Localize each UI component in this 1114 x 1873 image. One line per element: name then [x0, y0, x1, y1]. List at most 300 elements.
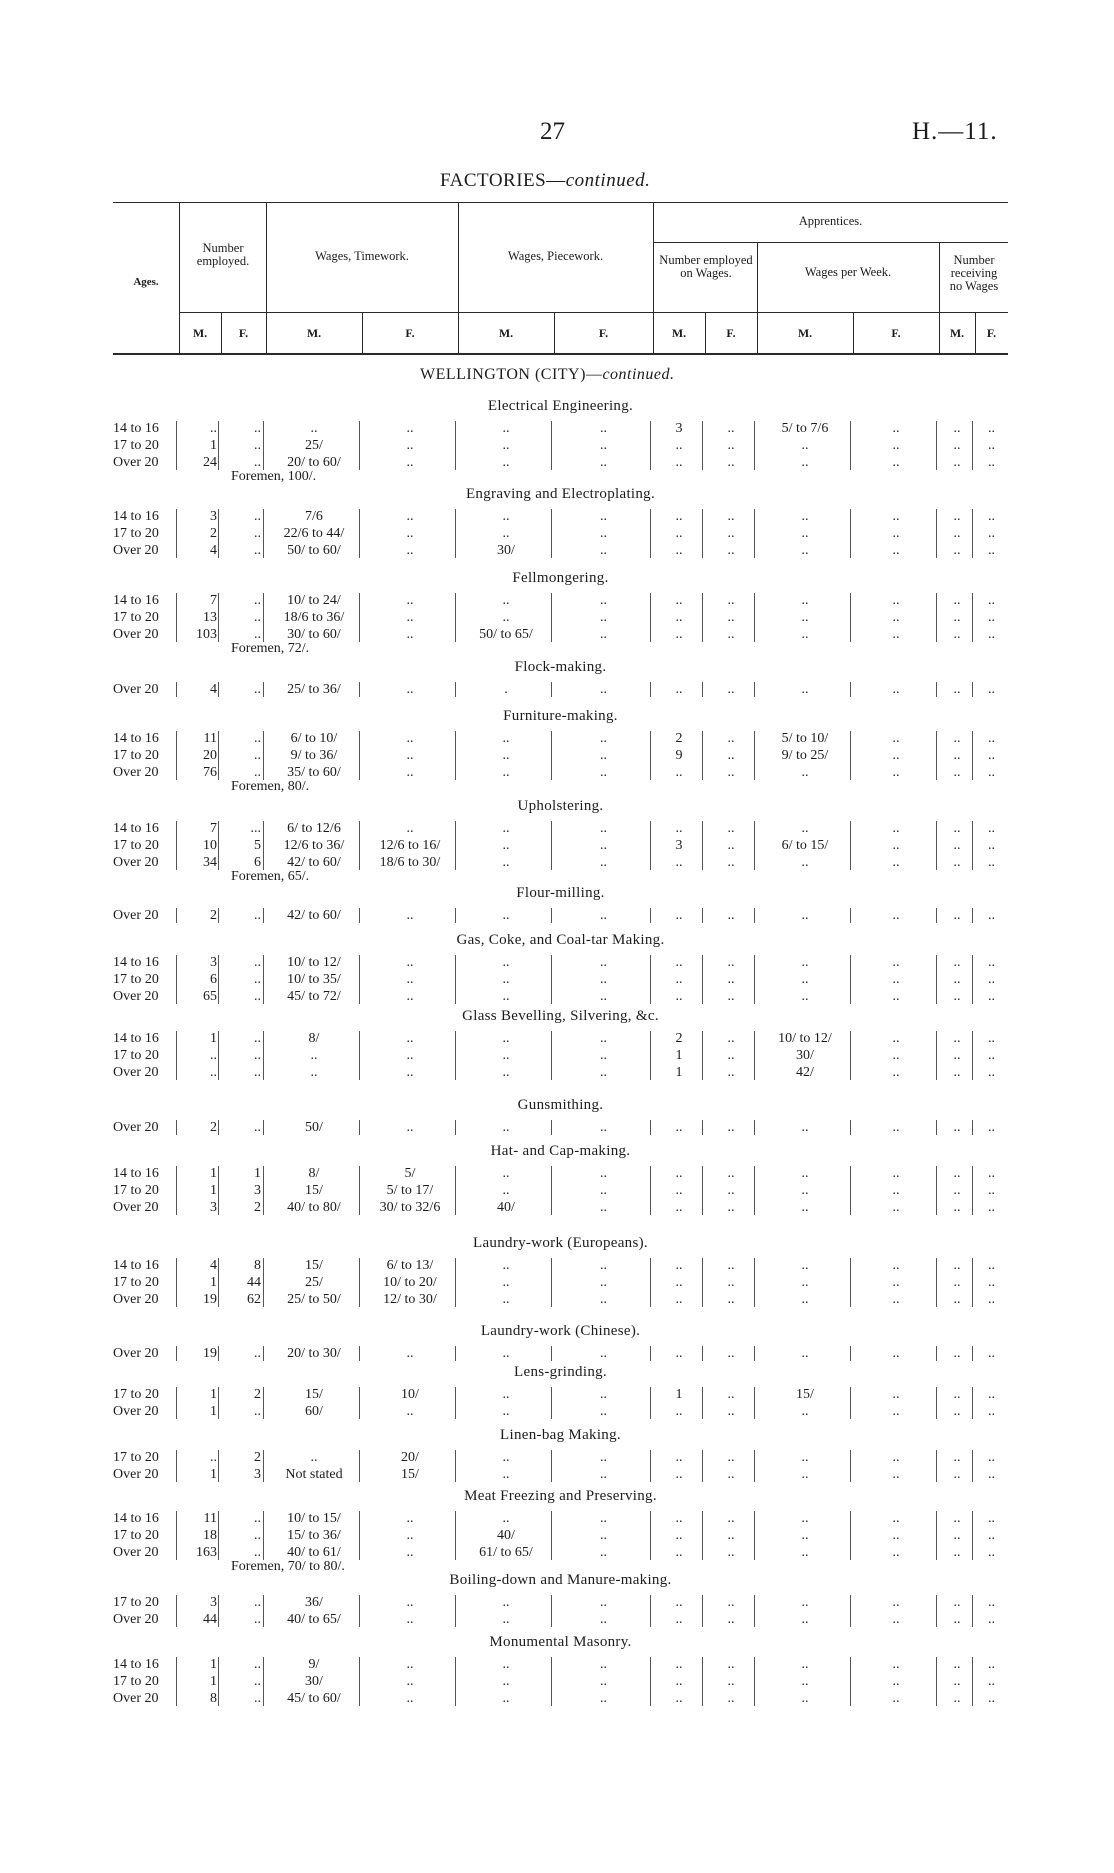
cell-app-f-employed: .. [727, 765, 735, 780]
cell-app-m-employed: 3 [675, 421, 683, 436]
cell-app-f-employed: .. [727, 1528, 735, 1543]
cell-f-employed: .. [254, 421, 261, 436]
cell-f-timework: .. [406, 1691, 414, 1706]
cell-m-piecework: .. [502, 1467, 510, 1482]
cell-app-f-wages: .. [892, 1467, 900, 1482]
cell-app-m-wages: 30/ [796, 1048, 814, 1063]
cell-app-f-wages: .. [892, 972, 900, 987]
cell-m-timework: 18/6 to 36/ [283, 610, 345, 625]
cell-app-m-wages: .. [801, 1258, 809, 1273]
cell-app-f-no-wages: .. [988, 627, 995, 642]
cell-app-m-wages: .. [801, 1511, 809, 1526]
table-row [113, 1449, 1008, 1466]
cell-f-piecework: .. [600, 1292, 607, 1307]
cell-m-timework: 6/ to 10/ [290, 731, 338, 746]
cell-app-f-employed: .. [727, 509, 735, 524]
cell-m-piecework: .. [502, 1450, 510, 1465]
cell-m-employed: 1 [210, 1404, 217, 1419]
cell-f-piecework: .. [600, 1387, 607, 1402]
cell-f-timework: .. [406, 593, 414, 608]
cell-age: Over 20 [113, 1120, 159, 1135]
cell-f-piecework: .. [600, 1048, 607, 1063]
cell-m-timework: 12/6 to 36/ [283, 838, 345, 853]
cell-m-piecework: .. [502, 1120, 510, 1135]
cell-m-timework: 10/ to 12/ [287, 955, 341, 970]
cell-m-piecework: 40/ [497, 1528, 515, 1543]
cell-app-f-no-wages: .. [988, 1346, 995, 1361]
cell-app-f-wages: .. [892, 682, 900, 697]
cell-app-f-employed: .. [727, 1065, 735, 1080]
cell-app-m-wages: .. [801, 1595, 809, 1610]
cell-f-employed: .. [254, 627, 261, 642]
cell-f-timework: .. [406, 731, 414, 746]
cell-f-timework: .. [406, 1031, 414, 1046]
cell-app-f-no-wages: .. [988, 748, 995, 763]
cell-app-m-employed: .. [675, 682, 683, 697]
cell-app-m-wages: .. [801, 972, 809, 987]
cell-m-employed: 2 [210, 1120, 217, 1135]
cell-m-employed: 4 [210, 682, 217, 697]
cell-m-timework: .. [310, 1450, 318, 1465]
cell-age: 14 to 16 [113, 1031, 159, 1046]
cell-app-f-employed: .. [727, 1292, 735, 1307]
cell-f-employed: .. [254, 1612, 261, 1627]
cell-app-m-wages: .. [801, 1657, 809, 1672]
cell-app-f-no-wages: .. [988, 593, 995, 608]
cell-f-employed: .. [254, 526, 261, 541]
cell-app-m-employed: 9 [675, 748, 683, 763]
cell-app-f-employed: .. [727, 1691, 735, 1706]
cell-m-employed: 1 [210, 438, 217, 453]
cell-app-f-wages: .. [892, 955, 900, 970]
cell-app-m-wages: 9/ to 25/ [781, 748, 829, 763]
cell-f-timework: .. [406, 1511, 414, 1526]
table-row [113, 971, 1008, 988]
cell-app-f-no-wages: .. [988, 543, 995, 558]
cell-f-timework: .. [406, 1120, 414, 1135]
cell-f-piecework: .. [600, 438, 607, 453]
cell-m-timework: 40/ to 80/ [287, 1200, 341, 1215]
cell-m-employed: 4 [210, 1258, 217, 1273]
cell-app-m-wages: .. [801, 682, 809, 697]
title-main: FACTORIES— [440, 170, 566, 191]
cell-m-employed: 20 [203, 748, 217, 763]
cell-app-m-no-wages: .. [953, 972, 961, 987]
cell-m-employed: 4 [210, 543, 217, 558]
cell-app-f-employed: .. [727, 627, 735, 642]
cell-m-timework: 10/ to 24/ [287, 593, 341, 608]
table-row [113, 1257, 1008, 1274]
table-row [113, 508, 1008, 525]
cell-m-piecework: .. [502, 1292, 510, 1307]
cell-app-f-no-wages: .. [988, 682, 995, 697]
cell-f-employed: 6 [254, 855, 261, 870]
cell-m-employed: 3 [210, 509, 217, 524]
cell-app-m-wages: .. [801, 1545, 809, 1560]
cell-m-timework: 45/ to 72/ [287, 989, 341, 1004]
section-note: Foremen, 72/. [231, 641, 310, 656]
cell-app-m-wages: .. [801, 855, 809, 870]
cell-app-m-wages: .. [801, 989, 809, 1004]
cell-app-m-wages: .. [801, 1346, 809, 1361]
cell-f-employed: .. [254, 1346, 261, 1361]
header-f: F. [986, 326, 997, 340]
cell-app-m-wages: .. [801, 1691, 809, 1706]
header-f: F. [598, 326, 609, 340]
table-row [113, 907, 1008, 924]
cell-f-piecework: .. [600, 1595, 607, 1610]
cell-app-m-employed: 1 [675, 1048, 683, 1063]
cell-f-timework: .. [406, 1657, 414, 1672]
cell-f-timework: .. [406, 509, 414, 524]
cell-app-f-no-wages: .. [988, 1387, 995, 1402]
cell-app-f-employed: .. [727, 1612, 735, 1627]
cell-app-m-no-wages: .. [953, 1528, 961, 1543]
cell-app-m-employed: 1 [675, 1387, 683, 1402]
cell-app-f-employed: .. [727, 421, 735, 436]
cell-m-piecework: .. [502, 421, 510, 436]
cell-m-employed: 163 [196, 1545, 217, 1560]
cell-app-m-no-wages: .. [953, 1200, 961, 1215]
cell-app-m-no-wages: .. [953, 421, 961, 436]
cell-age: 17 to 20 [113, 438, 159, 453]
cell-f-employed: .. [254, 682, 261, 697]
region-name: WELLINGTON (CITY)— [420, 366, 603, 383]
cell-app-f-wages: .. [892, 989, 900, 1004]
cell-m-employed: 11 [203, 731, 217, 746]
cell-f-employed: .. [254, 610, 261, 625]
cell-app-m-no-wages: .. [953, 765, 961, 780]
cell-app-m-no-wages: .. [953, 1674, 961, 1689]
cell-age: Over 20 [113, 1200, 159, 1215]
cell-age: 17 to 20 [113, 1528, 159, 1543]
cell-app-f-no-wages: .. [988, 1511, 995, 1526]
table-row [113, 1594, 1008, 1611]
table-row [113, 954, 1008, 971]
cell-app-f-employed: .. [727, 543, 735, 558]
cell-m-piecework: .. [502, 731, 510, 746]
table-row [113, 837, 1008, 854]
cell-app-f-wages: .. [892, 627, 900, 642]
cell-m-employed: 65 [203, 989, 217, 1004]
cell-age: 14 to 16 [113, 821, 159, 836]
cell-f-employed: .. [254, 509, 261, 524]
cell-age: 17 to 20 [113, 526, 159, 541]
header-apprentices: Apprentices. [798, 214, 863, 228]
section-title: Fellmongering. [512, 570, 609, 586]
cell-f-employed: .. [254, 1120, 261, 1135]
table-row [113, 988, 1008, 1005]
cell-m-timework: Not stated [285, 1467, 343, 1482]
cell-app-f-employed: .. [727, 1346, 735, 1361]
cell-m-piecework: .. [502, 908, 510, 923]
cell-app-f-wages: .. [892, 421, 900, 436]
cell-m-timework: 7/6 [305, 509, 323, 524]
cell-m-timework: 8/ [308, 1031, 320, 1046]
header-m: M. [797, 326, 813, 340]
cell-f-employed: 62 [247, 1292, 261, 1307]
table-row [113, 730, 1008, 747]
cell-app-m-employed: .. [675, 1595, 683, 1610]
cell-app-f-wages: .. [892, 593, 900, 608]
cell-m-piecework: .. [502, 838, 510, 853]
cell-m-employed: 1 [210, 1031, 217, 1046]
cell-app-m-no-wages: .. [953, 989, 961, 1004]
section-title: Upholstering. [517, 798, 604, 814]
cell-m-piecework: .. [502, 748, 510, 763]
cell-m-timework: 25/ [305, 1275, 323, 1290]
cell-app-f-employed: .. [727, 1166, 735, 1181]
cell-m-piecework: .. [502, 610, 510, 625]
cell-app-m-no-wages: .. [953, 1387, 961, 1402]
cell-app-f-no-wages: .. [988, 455, 995, 470]
cell-m-piecework: 50/ to 65/ [479, 627, 533, 642]
cell-f-timework: .. [406, 610, 414, 625]
table-row [113, 1199, 1008, 1216]
section-note: Foremen, 80/. [231, 779, 310, 794]
cell-f-employed: .. [254, 1511, 261, 1526]
cell-age: 17 to 20 [113, 838, 159, 853]
cell-m-piecework: .. [502, 1404, 510, 1419]
cell-f-employed: .. [254, 543, 261, 558]
table-row [113, 1047, 1008, 1064]
cell-m-employed: 1 [210, 1657, 217, 1672]
cell-f-piecework: .. [600, 1612, 607, 1627]
cell-app-f-wages: .. [892, 748, 900, 763]
cell-f-piecework: .. [600, 821, 607, 836]
cell-f-employed: .. [254, 989, 261, 1004]
cell-f-timework: 10/ to 20/ [383, 1275, 437, 1290]
cell-app-f-wages: .. [892, 1545, 900, 1560]
cell-f-piecework: .. [600, 1450, 607, 1465]
cell-app-f-employed: .. [727, 1511, 735, 1526]
section-title: Linen-bag Making. [500, 1427, 621, 1443]
cell-app-m-no-wages: .. [953, 438, 961, 453]
cell-f-employed: .. [254, 731, 261, 746]
cell-app-m-employed: .. [675, 989, 683, 1004]
cell-m-timework: 8/ [308, 1166, 320, 1181]
cell-app-f-no-wages: .. [988, 731, 995, 746]
cell-app-f-employed: .. [727, 855, 735, 870]
cell-app-f-wages: .. [892, 509, 900, 524]
table-row [113, 1291, 1008, 1308]
cell-app-m-employed: 2 [675, 1031, 683, 1046]
cell-app-f-wages: .. [892, 610, 900, 625]
cell-m-timework: 60/ [305, 1404, 323, 1419]
cell-app-m-wages: .. [801, 955, 809, 970]
cell-app-f-wages: .. [892, 526, 900, 541]
cell-app-f-employed: .. [727, 455, 735, 470]
cell-app-m-no-wages: .. [953, 1404, 961, 1419]
cell-app-f-no-wages: .. [988, 765, 995, 780]
cell-app-f-no-wages: .. [988, 1065, 995, 1080]
cell-f-employed: 3 [254, 1183, 261, 1198]
cell-f-employed: ... [250, 821, 261, 836]
cell-f-piecework: .. [600, 593, 607, 608]
cell-app-m-employed: .. [675, 955, 683, 970]
cell-app-m-no-wages: .. [953, 955, 961, 970]
table-row [113, 1064, 1008, 1081]
cell-f-employed: .. [254, 1065, 261, 1080]
cell-f-timework: .. [406, 543, 414, 558]
header-m: M. [671, 326, 687, 340]
cell-app-f-no-wages: .. [988, 1258, 995, 1273]
cell-f-employed: .. [254, 1674, 261, 1689]
cell-m-timework: 15/ [305, 1183, 323, 1198]
cell-app-f-wages: .. [892, 1031, 900, 1046]
cell-f-timework: .. [406, 908, 414, 923]
cell-f-piecework: .. [600, 526, 607, 541]
cell-app-f-wages: .. [892, 855, 900, 870]
table-row [113, 420, 1008, 437]
cell-app-f-wages: .. [892, 1275, 900, 1290]
cell-f-piecework: .. [600, 543, 607, 558]
cell-f-timework: .. [406, 1346, 414, 1361]
cell-age: 17 to 20 [113, 610, 159, 625]
cell-f-employed: .. [254, 1048, 261, 1063]
cell-app-f-employed: .. [727, 748, 735, 763]
cell-app-m-employed: .. [675, 1258, 683, 1273]
table-row [113, 592, 1008, 609]
cell-app-m-no-wages: .. [953, 1657, 961, 1672]
cell-app-m-wages: .. [801, 1292, 809, 1307]
cell-app-m-no-wages: .. [953, 908, 961, 923]
cell-f-piecework: .. [600, 748, 607, 763]
header-m: M. [306, 326, 322, 340]
cell-app-f-employed: .. [727, 955, 735, 970]
cell-app-f-no-wages: .. [988, 1292, 995, 1307]
cell-m-piecework: .. [502, 593, 510, 608]
cell-app-f-employed: .. [727, 1275, 735, 1290]
cell-app-f-no-wages: .. [988, 1120, 995, 1135]
cell-app-f-no-wages: .. [988, 1691, 995, 1706]
cell-m-employed: 19 [203, 1292, 217, 1307]
section-title: Monumental Masonry. [489, 1634, 632, 1650]
cell-app-m-employed: .. [675, 438, 683, 453]
cell-m-timework: 20/ to 30/ [287, 1346, 341, 1361]
cell-f-piecework: .. [600, 1528, 607, 1543]
cell-app-f-wages: .. [892, 908, 900, 923]
cell-f-piecework: .. [600, 989, 607, 1004]
cell-m-employed: .. [210, 1065, 217, 1080]
section-title: Meat Freezing and Preserving. [464, 1488, 657, 1504]
cell-app-m-employed: .. [675, 972, 683, 987]
cell-m-piecework: 40/ [497, 1200, 515, 1215]
cell-f-employed: .. [254, 1528, 261, 1543]
cell-f-employed: 8 [254, 1258, 261, 1273]
cell-m-piecework: .. [502, 955, 510, 970]
section-title: Flock-making. [514, 659, 607, 675]
cell-m-piecework: .. [502, 989, 510, 1004]
cell-m-employed: .. [210, 421, 217, 436]
cell-app-m-no-wages: .. [953, 610, 961, 625]
cell-app-m-no-wages: .. [953, 1166, 961, 1181]
header-number-employed: Number employed. [196, 241, 250, 268]
cell-m-timework: 10/ to 35/ [287, 972, 341, 987]
table-row [113, 1466, 1008, 1483]
cell-m-timework: .. [310, 1065, 318, 1080]
cell-m-timework: 9/ to 36/ [290, 748, 338, 763]
cell-m-piecework: .. [502, 1183, 510, 1198]
cell-app-f-wages: .. [892, 1048, 900, 1063]
cell-app-m-no-wages: .. [953, 1183, 961, 1198]
header-f: F. [726, 326, 736, 340]
cell-m-piecework: .. [502, 855, 510, 870]
cell-m-piecework: .. [502, 1595, 510, 1610]
cell-m-employed: 7 [210, 821, 217, 836]
cell-app-m-wages: .. [801, 1166, 809, 1181]
cell-m-employed: 3 [210, 1200, 217, 1215]
cell-m-timework: 30/ to 60/ [287, 627, 341, 642]
cell-m-employed: 18 [203, 1528, 217, 1543]
cell-f-employed: 1 [254, 1166, 261, 1181]
cell-app-f-wages: .. [892, 1528, 900, 1543]
cell-app-f-no-wages: .. [988, 1612, 995, 1627]
cell-age: 14 to 16 [113, 421, 159, 436]
cell-f-piecework: .. [600, 1404, 607, 1419]
cell-f-timework: .. [406, 1674, 414, 1689]
cell-app-f-wages: .. [892, 821, 900, 836]
cell-app-f-no-wages: .. [988, 955, 995, 970]
section-title: Laundry-work (Chinese). [480, 1323, 641, 1339]
cell-app-m-wages: 5/ to 10/ [781, 731, 829, 746]
cell-f-timework: 12/ to 30/ [383, 1292, 437, 1307]
cell-f-piecework: .. [600, 838, 607, 853]
cell-app-m-no-wages: .. [953, 855, 961, 870]
header-app-wages-per-week: Wages per Week. [804, 265, 892, 279]
cell-m-piecework: .. [502, 765, 510, 780]
page-number: 27 [540, 118, 565, 145]
cell-m-employed: 1 [210, 1183, 217, 1198]
cell-f-timework: .. [406, 1048, 414, 1063]
cell-f-timework: 10/ [401, 1387, 419, 1402]
cell-app-m-employed: .. [675, 1657, 683, 1672]
cell-app-m-no-wages: .. [953, 455, 961, 470]
cell-app-f-employed: .. [727, 682, 735, 697]
cell-f-timework: 30/ to 32/6 [379, 1200, 441, 1215]
cell-m-piecework: .. [502, 1511, 510, 1526]
cell-app-m-employed: .. [675, 1467, 683, 1482]
cell-app-f-employed: .. [727, 1031, 735, 1046]
cell-app-m-wages: .. [801, 1183, 809, 1198]
cell-app-f-employed: .. [727, 821, 735, 836]
cell-app-f-wages: .. [892, 1450, 900, 1465]
cell-f-timework: .. [406, 955, 414, 970]
cell-m-piecework: .. [502, 438, 510, 453]
table-row [113, 1403, 1008, 1420]
cell-app-m-employed: .. [675, 1275, 683, 1290]
cell-m-piecework: .. [502, 1258, 510, 1273]
table-row [113, 542, 1008, 559]
cell-app-m-wages: .. [801, 1612, 809, 1627]
cell-app-m-employed: .. [675, 627, 683, 642]
cell-f-timework: .. [406, 526, 414, 541]
cell-app-m-wages: .. [801, 1528, 809, 1543]
section-title: Lens-grinding. [514, 1364, 607, 1380]
header-m: M. [949, 326, 965, 340]
cell-age: 17 to 20 [113, 1595, 159, 1610]
cell-m-timework: 50/ to 60/ [287, 543, 341, 558]
cell-app-f-no-wages: .. [988, 1545, 995, 1560]
header-wages-piecework: Wages, Piecework. [507, 249, 604, 263]
cell-app-f-wages: .. [892, 1166, 900, 1181]
section-note: Foremen, 65/. [231, 869, 310, 884]
cell-app-m-employed: .. [675, 1292, 683, 1307]
cell-age: 17 to 20 [113, 1183, 159, 1198]
cell-app-m-wages: .. [801, 526, 809, 541]
cell-app-m-wages: .. [801, 821, 809, 836]
cell-m-piecework: .. [502, 1275, 510, 1290]
